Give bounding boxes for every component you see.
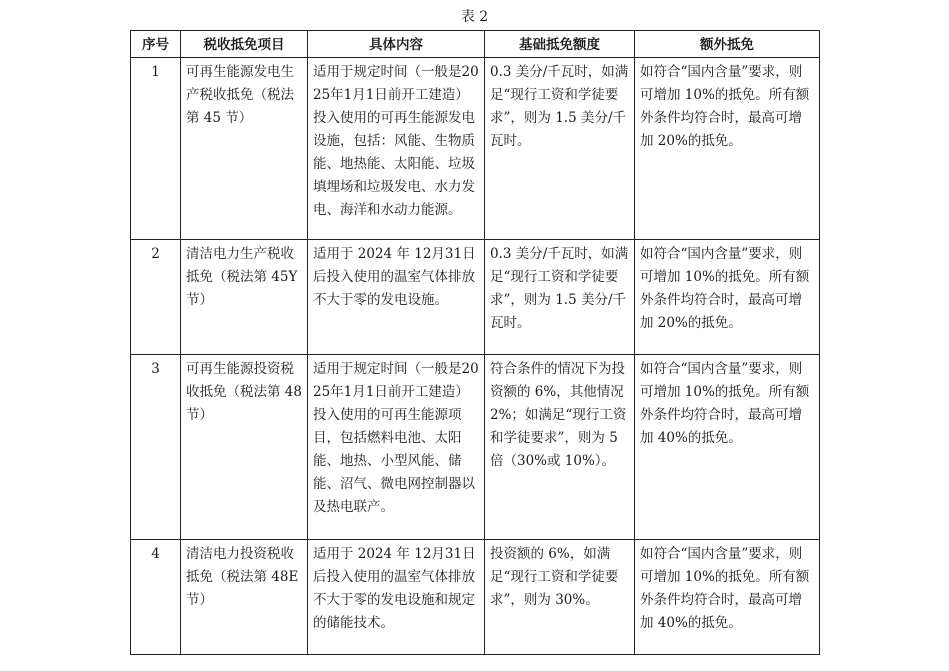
row-number: 3 bbox=[131, 355, 181, 540]
row-item: 清洁电力生产税收抵免（税法第 45Y 节） bbox=[181, 240, 308, 355]
table-caption: 表 2 bbox=[460, 9, 489, 25]
table-row bbox=[131, 540, 820, 655]
row-base-credit: 符合条件的情况下为投资额的 6%，其他情况 2%；如满足“现行工资和学徒要求”，则为 5 倍（30%或 10%）。 bbox=[485, 355, 635, 540]
row-item: 清洁电力投资税收抵免（税法第 48E 节） bbox=[181, 540, 308, 655]
tax-credit-table bbox=[130, 30, 820, 655]
header-extra-credit: 额外抵免 bbox=[635, 31, 820, 58]
row-number: 2 bbox=[131, 240, 181, 355]
row-number: 1 bbox=[131, 58, 181, 240]
row-number: 4 bbox=[131, 540, 181, 655]
row-content: 适用于规定时间（一般是2025年1月1日前开工建造）投入使用的可再生能源项目，包括燃料电池、太阳能、地热、小型风能、储能、沼气、微电网控制器以及热电联产。 bbox=[308, 355, 485, 540]
row-extra-credit: 如符合“国内含量”要求，则可增加 10%的抵免。所有额外条件均符合时，最高可增加 20%的抵免。 bbox=[635, 240, 820, 355]
row-content: 适用于规定时间（一般是2025年1月1日前开工建造）投入使用的可再生能源发电设施，包括：风能、生物质能、地热能、太阳能、垃圾填埋场和垃圾发电、水力发电、海洋和水动力能源。 bbox=[308, 58, 485, 240]
row-extra-credit: 如符合“国内含量”要求，则可增加 10%的抵免。所有额外条件均符合时，最高可增加 40%的抵免。 bbox=[635, 355, 820, 540]
row-item: 可再生能源发电生产税收抵免（税法第 45 节） bbox=[181, 58, 308, 240]
row-extra-credit: 如符合“国内含量”要求，则可增加 10%的抵免。所有额外条件均符合时，最高可增加 40%的抵免。 bbox=[635, 540, 820, 655]
row-base-credit: 0.3 美分/千瓦时，如满足“现行工资和学徒要求”，则为 1.5 美分/千瓦时。 bbox=[485, 240, 635, 355]
row-content: 适用于 2024 年 12月31日后投入使用的温室气体排放不大于零的发电设施。 bbox=[308, 240, 485, 355]
table-row bbox=[131, 240, 820, 355]
row-base-credit: 投资额的 6%，如满足“现行工资和学徒要求”，则为 30%。 bbox=[485, 540, 635, 655]
row-item: 可再生能源投资税收抵免（税法第 48 节） bbox=[181, 355, 308, 540]
row-base-credit: 0.3 美分/千瓦时，如满足“现行工资和学徒要求”，则为 1.5 美分/千瓦时。 bbox=[485, 58, 635, 240]
header-number: 序号 bbox=[131, 31, 181, 58]
row-content: 适用于 2024 年 12月31日后投入使用的温室气体排放不大于零的发电设施和规定的储能技术。 bbox=[308, 540, 485, 655]
header-row bbox=[131, 31, 820, 58]
table-row bbox=[131, 355, 820, 540]
header-content: 具体内容 bbox=[308, 31, 485, 58]
header-base-credit: 基础抵免额度 bbox=[485, 31, 635, 58]
header-item: 税收抵免项目 bbox=[181, 31, 308, 58]
row-extra-credit: 如符合“国内含量”要求，则可增加 10%的抵免。所有额外条件均符合时，最高可增加 20%的抵免。 bbox=[635, 58, 820, 240]
table-row bbox=[131, 58, 820, 240]
